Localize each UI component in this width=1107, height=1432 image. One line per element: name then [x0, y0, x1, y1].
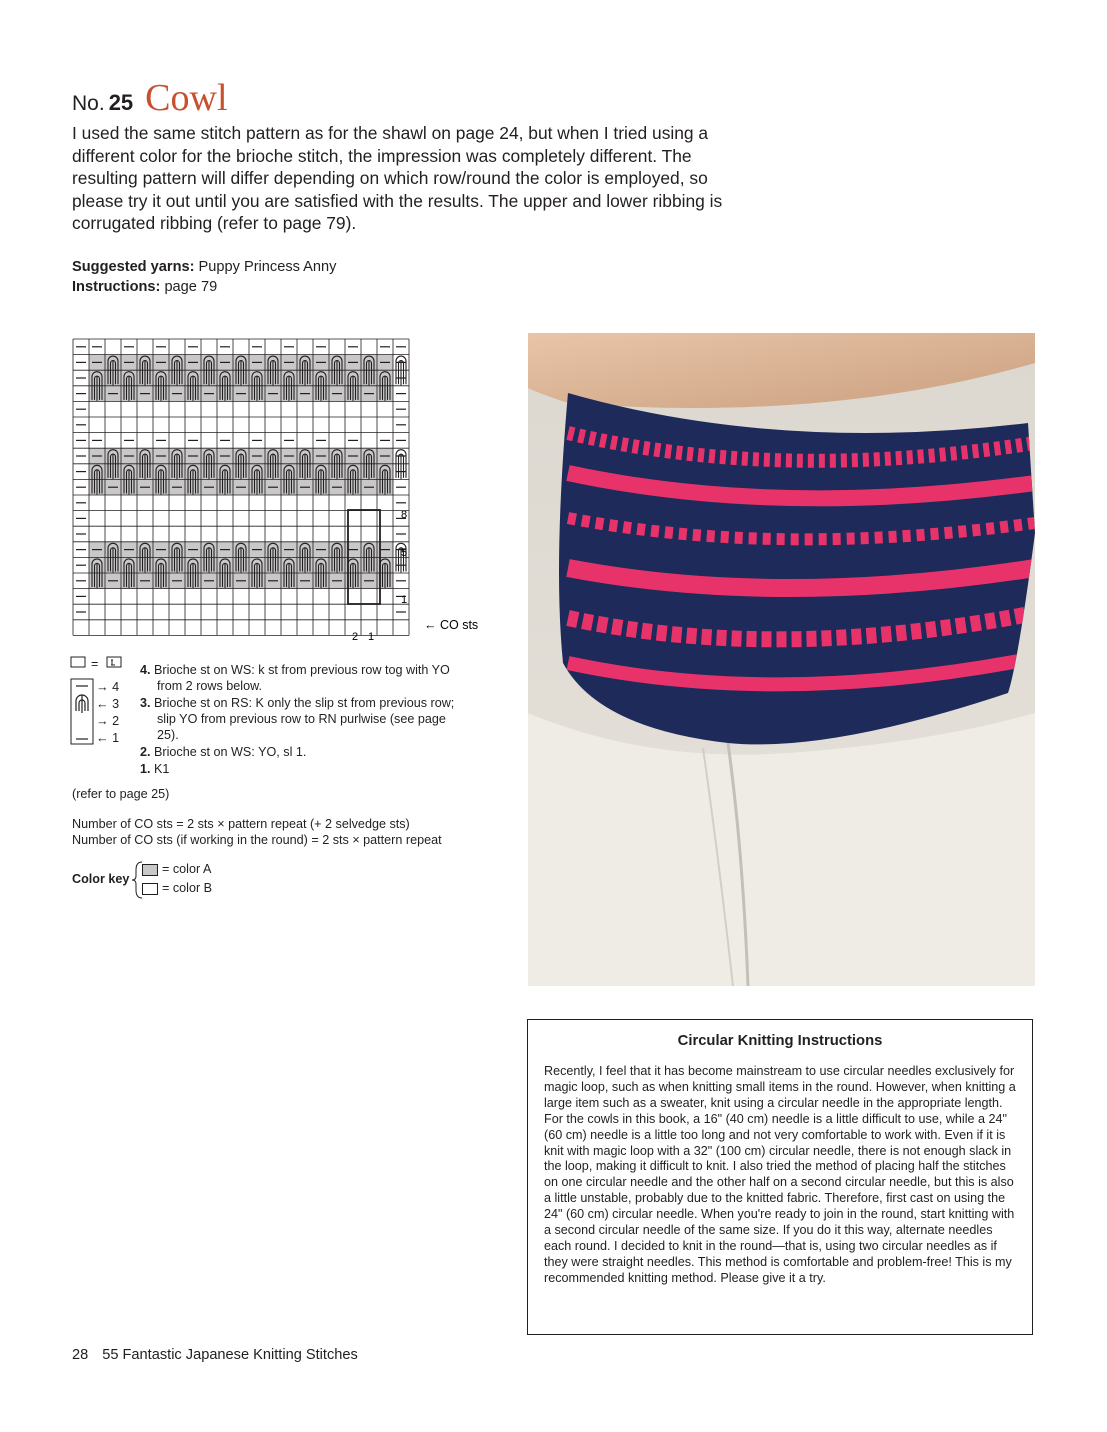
pattern-number: 25: [108, 90, 134, 115]
legend-arrow-1: ← 1: [96, 731, 120, 745]
circular-knitting-box: [527, 1019, 1033, 1335]
col-label-2: 2: [352, 631, 359, 643]
refer-note: (refer to page 25): [72, 787, 170, 801]
stitch-chart: [70, 336, 510, 646]
co-line-1: Number of CO sts = 2 sts × pattern repeat (+ 2 selvedge sts): [72, 816, 410, 831]
yarns-value: Puppy Princess Anny: [198, 259, 337, 275]
legend-arrow-2: → 2: [96, 714, 120, 728]
row-label-8: 8: [401, 509, 408, 521]
pattern-meta: [72, 257, 336, 297]
step-1: 1. K1: [140, 762, 170, 776]
step-4-cont: from 2 rows below.: [157, 679, 262, 693]
book-title: 55 Fantastic Japanese Knitting Stitches: [102, 1347, 358, 1363]
yarns-label: Suggested yarns:: [72, 259, 195, 275]
instructions-label: Instructions:: [72, 279, 161, 295]
color-a-label: = color A: [162, 862, 212, 876]
color-b-label: = color B: [162, 881, 213, 895]
legend-arrow-4: → 4: [96, 680, 120, 694]
cowl-illustration: [528, 333, 1035, 986]
step-3: 3. Brioche st on RS: K only the slip st from previous row;: [140, 696, 455, 710]
page-header: [72, 76, 228, 120]
step-2: 2. Brioche st on WS: YO, sl 1.: [140, 745, 307, 759]
color-a-swatch: [142, 864, 158, 876]
legend-eq: =: [91, 657, 99, 671]
color-key-label: Color key: [72, 872, 130, 886]
step-3-cont2: 25).: [157, 728, 179, 742]
row-label-1: 1: [401, 594, 408, 606]
box-title: Circular Knitting Instructions: [677, 1033, 883, 1049]
co-sts-label: ← CO sts: [424, 618, 479, 632]
step-4: 4. Brioche st on WS: k st from previous row tog with YO: [140, 663, 450, 677]
pattern-title: Cowl: [145, 77, 228, 119]
co-line-2: Number of CO sts (if working in the round) = 2 sts × pattern repeat: [72, 833, 442, 847]
box-body: Recently, I feel that it has become mainstream to use circular needles exclusively for magic loop, such as when knitting small items in the round. However, when knitting a large item such as a sweater, knit using a circular needle in the appropriate length. For the cowls in this book, a 16" (40 cm) needle is a little difficult to use, while a 24" (60 cm) needle is a little too long and not very comfortable to work with. Even if it is knit with magic loop with a 32" (100 cm) circular needle, there is not enough slack in the loop, making it difficult to knit. I also tried the method of placing half the stitches on one circular needle and the other half on a second circular needle, but this is also a little unstable, probably due to the knitted fabric. Therefore, first cast on using the 24" (60 cm) circular needle. When you're ready to join in the round, start knitting with a second circular needle of the same size. If you do it this way, alternate needles each round. I decided to knit in the round—that is, using two circular needles as if they were straight needles. This method is comfortable and problem-free! This is my recommended knitting method. Please give it a try.: [544, 1064, 1016, 1285]
page-number: 28: [72, 1347, 89, 1363]
legend-arrow-3: ← 3: [96, 697, 120, 711]
row-label-5: 5: [401, 547, 408, 559]
instructions-value: page 79: [164, 279, 218, 295]
pattern-number-label: No.: [72, 92, 105, 115]
color-b-swatch: [142, 883, 158, 895]
cowl-photo: [528, 333, 1035, 986]
intro-paragraph: I used the same stitch pattern as for the shawl on page 24, but when I tried using a different color for the brioche stitch, the impression was completely different. The resulting pattern will differ depending on which row/round the color is employed, so please try it out until you are satisfied with the results. The upper and lower ribbing is corrugated ribbing (refer to page 79).: [72, 123, 723, 234]
page-footer: [72, 1347, 358, 1363]
step-3-cont: slip YO from previous row to RN purlwise (see page: [157, 712, 446, 726]
col-label-1: 1: [368, 631, 375, 643]
co-notes: [72, 786, 442, 849]
